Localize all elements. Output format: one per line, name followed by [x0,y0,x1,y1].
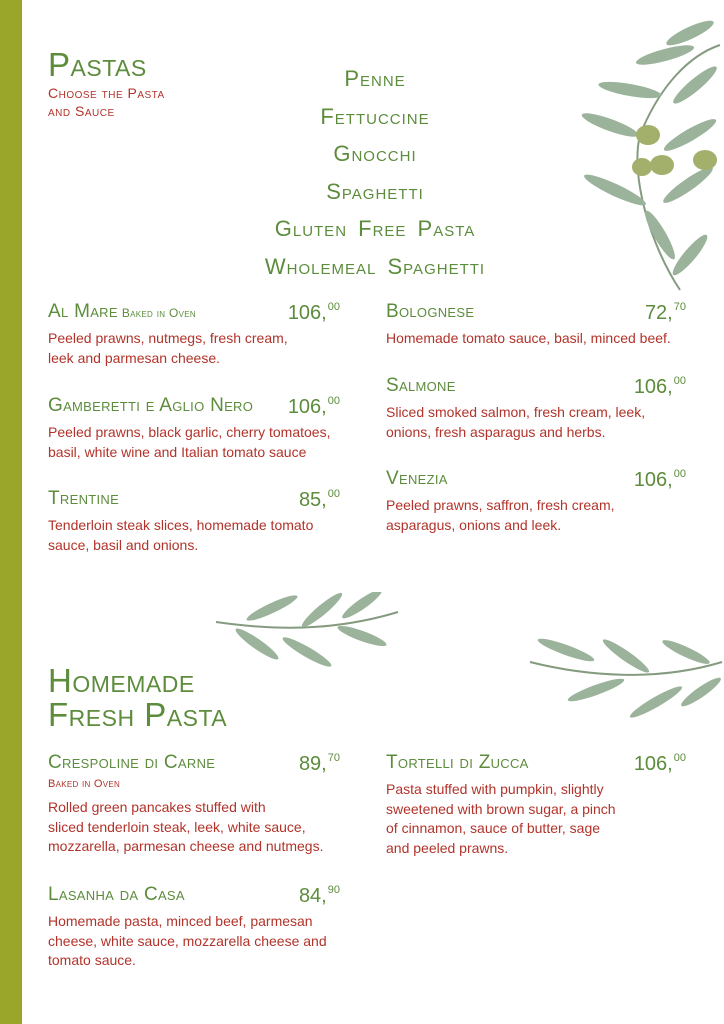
menu-item-crespoline [48,752,340,857]
item-price: 106,00 [633,375,686,398]
menu-item-lasanha [48,884,340,971]
subtitle-line: and Sauce [48,103,115,119]
accent-sidebar-bar [0,0,22,1024]
title-line: Fresh Pasta [48,696,228,733]
pasta-type: Fettuccine [320,103,430,129]
leaf-branch-illustration [212,592,402,670]
item-price: 106,00 [633,752,686,775]
item-price: 85,00 [298,488,340,511]
item-description: Rolled green pancakes stuffed with sliced tenderloin steak, leek, white sauce, mozzarella, parmesan cheese and nutmegs. [48,799,324,854]
item-name: Gamberetti e Aglio Nero [48,395,254,416]
pasta-types-list [230,60,520,285]
menu-item-trentine [48,488,340,555]
pasta-type: Spaghetti [326,178,424,204]
subtitle-line: Choose the Pasta [48,85,165,101]
menu-item-venezia [386,468,686,535]
item-description: Homemade pasta, minced beef, parmesan cheese, white sauce, mozzarella cheese and tomato sauce. [48,913,327,968]
item-description: Sliced smoked salmon, fresh cream, leek, onions, fresh asparagus and herbs. [386,404,646,440]
pasta-type: Penne [344,66,406,91]
item-name: Al Mare Baked in Oven [48,301,196,322]
pasta-type: Gluten Free Pasta [274,216,476,241]
item-description: Peeled prawns, black garlic, cherry tomatoes, basil, white wine and Italian tomato sauce [48,424,331,460]
item-name: Venezia [386,468,448,489]
item-name: Lasanha da Casa [48,884,185,905]
item-price: 106,00 [287,301,340,324]
leaf-branch-illustration [526,632,724,724]
menu-item-al-mare [48,301,340,368]
item-name: Trentine [48,488,120,509]
menu-item-bolognese [386,301,686,349]
pasta-type: Wholemeal Spaghetti [264,253,486,279]
item-name: Salmone [386,375,456,396]
item-name: Tortelli di Zucca [386,752,529,773]
section-title-pastas: Pastas [48,46,147,83]
item-description: Peeled prawns, nutmegs, fresh cream, leek and parmesan cheese. [48,330,288,366]
item-price: 89,70 [298,752,340,775]
menu-item-salmone [386,375,686,442]
menu-item-gamberetti [48,395,340,462]
item-price: 84,90 [298,884,340,907]
item-price: 106,00 [633,468,686,491]
item-price: 72,70 [644,301,686,324]
section-title-homemade [48,664,227,732]
item-description: Pasta stuffed with pumpkin, slightly sweetened with brown sugar, a pinch of cinnamon, sauce of butter, sage and peeled prawns. [386,781,616,856]
section-subtitle [48,84,165,120]
item-price: 106,00 [287,395,340,418]
item-description: Homemade tomato sauce, basil, minced beef. [386,330,671,346]
olive-branch-illustration [570,15,724,295]
item-subtitle: Baked in Oven [48,778,121,790]
item-name: Crespoline di Carne [48,752,216,773]
menu-item-tortelli [386,752,686,858]
item-name: Bolognese [386,301,475,322]
item-description: Tenderloin steak slices, homemade tomato sauce, basil and onions. [48,517,314,553]
item-tag: Baked in Oven [121,306,196,320]
pasta-type: Gnocchi [333,141,417,166]
title-line: Homemade [48,662,195,699]
item-description: Peeled prawns, saffron, fresh cream, asparagus, onions and leek. [386,497,615,533]
